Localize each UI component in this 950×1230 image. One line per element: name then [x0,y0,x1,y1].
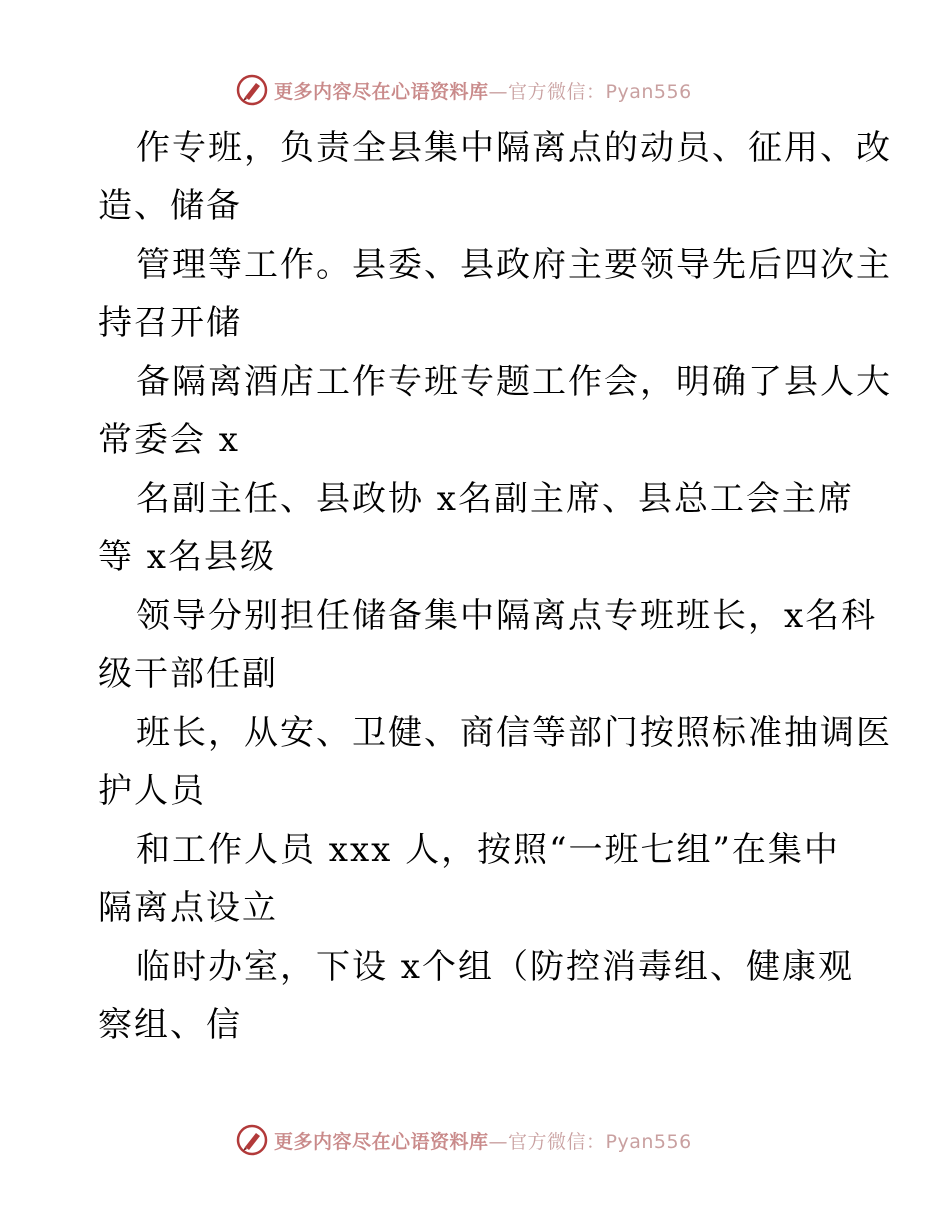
paragraph-line: 班长，从安、卫健、商信等部门按照标准抽调医 [136,713,892,753]
paragraph-line: 临时办室，下设 x个组（防控消毒组、健康观 [136,947,854,987]
paragraph-line: 察组、信 [98,1005,242,1045]
watermark-text [274,1127,692,1154]
watermark-suffix: —官方微信：Pyan556 [488,1130,692,1153]
paragraph-line: 作专班，负责全县集中隔离点的动员、征用、改 [136,128,892,168]
header-watermark [236,74,692,106]
watermark-suffix: —官方微信：Pyan556 [488,80,692,103]
paragraph-line: 常委会 x [98,420,240,460]
paragraph-line: 管理等工作。县委、县政府主要领导先后四次主 [136,245,892,285]
paragraph-line: 级干部任副 [98,654,278,694]
paragraph-line: 护人员 [98,771,206,811]
paragraph-line: 持召开储 [98,303,242,343]
paragraph-line: 和工作人员 xxx 人，按照“一班七组”在集中 [136,830,840,870]
paragraph-line: 备隔离酒店工作专班专题工作会，明确了县人大 [136,362,892,402]
footer-watermark [236,1124,692,1156]
pen-nib-logo-icon [236,74,268,106]
watermark-brand: 更多内容尽在心语资料库 [274,1130,489,1153]
paragraph-line: 等 x名县级 [98,537,276,577]
watermark-text [274,77,692,104]
paragraph-line: 名副主任、县政协 x名副主席、县总工会主席 [136,479,854,519]
pen-nib-logo-icon [236,1124,268,1156]
paragraph-line: 隔离点设立 [98,888,278,928]
paragraph-line: 造、储备 [98,186,242,226]
watermark-brand: 更多内容尽在心语资料库 [274,80,489,103]
paragraph-line: 领导分别担任储备集中隔离点专班班长，x名科 [136,596,878,636]
